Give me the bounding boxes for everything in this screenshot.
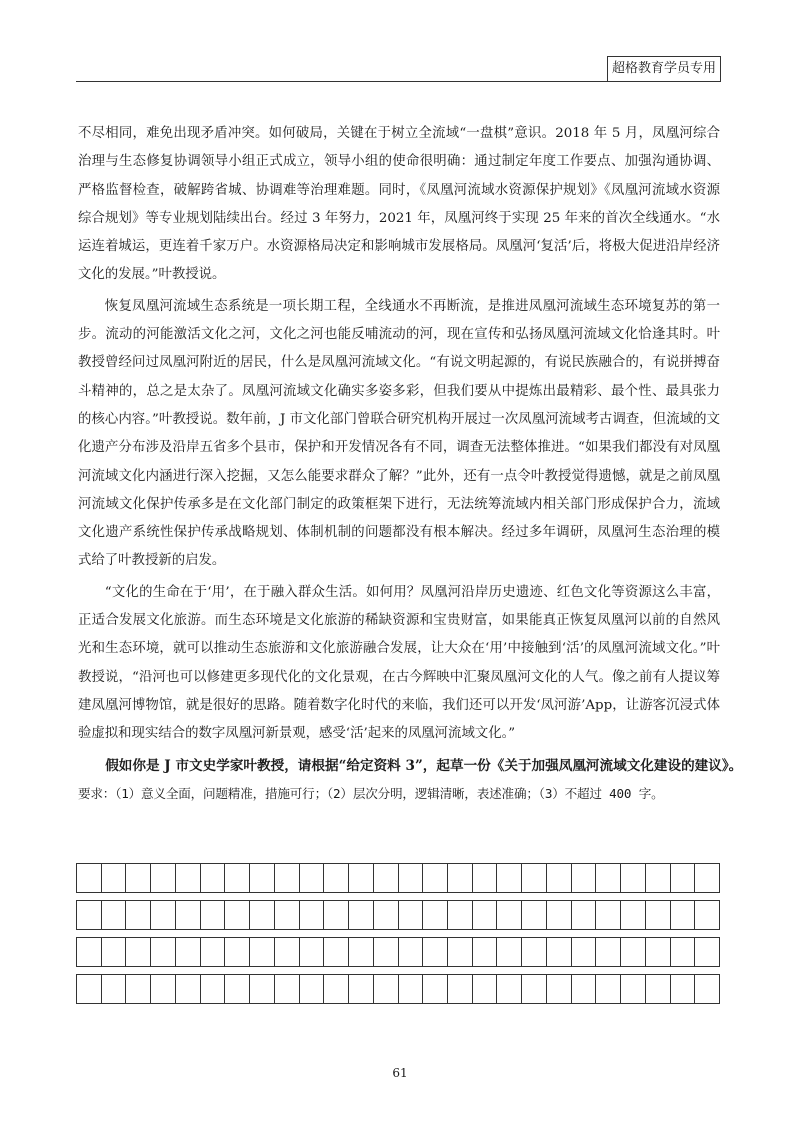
answer-grid-cell[interactable]: [473, 975, 498, 1003]
answer-grid-cell[interactable]: [596, 901, 621, 929]
answer-grid-cell[interactable]: [102, 938, 127, 966]
question-prompt: 假如你是 J 市文史学家叶教授，请根据“给定资料 3”，起草一份《关于加强凤凰河流域文化建设的建议》。: [105, 757, 743, 774]
answer-grid[interactable]: [76, 863, 720, 1011]
answer-grid-cell[interactable]: [250, 975, 275, 1003]
answer-grid-cell[interactable]: [126, 938, 151, 966]
answer-grid-cell[interactable]: [126, 864, 151, 892]
answer-grid-cell[interactable]: [275, 938, 300, 966]
answer-grid-cell[interactable]: [374, 938, 399, 966]
answer-grid-cell[interactable]: [374, 864, 399, 892]
answer-grid-row: [76, 974, 720, 1004]
answer-grid-cell[interactable]: [201, 975, 226, 1003]
answer-grid-cell[interactable]: [250, 901, 275, 929]
answer-grid-cell[interactable]: [300, 938, 325, 966]
answer-grid-cell[interactable]: [448, 901, 473, 929]
paragraph-3: “文化的生命在于‘用’，在于融入群众生活。如何用？凤凰河沿岸历史遗迹、红色文化等资源这么丰富，正适合发展文化旅游。而生态环境是文化旅游的稀缺资源和宝贵财富，如果能真正恢复凤凰河以前的自然风光和生态环境，就可以推动生态旅游和文化旅游融合发展，让大众在‘用’中接触到‘活’的凤凰河流域文化。”叶教授说，“沿河也可以修建更多现代化的文化景观，在古今辉映中汇聚凤凰河文化的人气。像之前有人提议筹建凤凰河博物馆，就是很好的思路。随着数字化时代的来临，我们还可以开发‘凤河游’App，让游客沉浸式体验虚拟和现实结合的数字凤凰河新景观，感受‘活’起来的凤凰河流域文化。”: [78, 584, 720, 742]
answer-grid-cell[interactable]: [250, 938, 275, 966]
answer-grid-cell[interactable]: [399, 901, 424, 929]
answer-grid-cell[interactable]: [201, 901, 226, 929]
answer-grid-cell[interactable]: [151, 864, 176, 892]
answer-grid-cell[interactable]: [225, 901, 250, 929]
answer-grid-cell[interactable]: [497, 901, 522, 929]
answer-grid-cell[interactable]: [621, 901, 646, 929]
answer-grid-cell[interactable]: [176, 901, 201, 929]
answer-grid-cell[interactable]: [671, 864, 696, 892]
paragraph-1: 不尽相同，难免出现矛盾冲突。如何破局，关键在于树立全流域“一盘棋”意识。2018 年 5 月，凤凰河综合治理与生态修复协调领导小组正式成立，领导小组的使命很明确：通过制定年度工作要点、加强沟通协调、严格监督检查，破解跨省城、协调难等治理难题。同时，《凤凰河流域水资源保护规划》《凤凰河流域水资源综合规划》等专业规划陆续出台。经过 3 年努力，2021 年，凤凰河终于实现 25 年来的首次全线通水。“水运连着城运，更连着千家万户。水资源格局决定和影响城市发展格局。凤凰河‘复活’后，将极大促进沿岸经济文化的发展。”叶教授说。: [78, 126, 720, 283]
answer-grid-cell[interactable]: [547, 864, 572, 892]
answer-grid-cell[interactable]: [324, 975, 349, 1003]
answer-grid-cell[interactable]: [102, 975, 127, 1003]
answer-grid-cell[interactable]: [695, 938, 719, 966]
answer-grid-cell[interactable]: [547, 901, 572, 929]
answer-grid-cell[interactable]: [77, 975, 102, 1003]
answer-grid-row: [76, 900, 720, 930]
answer-grid-cell[interactable]: [695, 864, 719, 892]
answer-grid-cell[interactable]: [646, 901, 671, 929]
answer-grid-cell[interactable]: [572, 901, 597, 929]
answer-grid-cell[interactable]: [547, 975, 572, 1003]
answer-grid-cell[interactable]: [176, 938, 201, 966]
answer-grid-cell[interactable]: [671, 975, 696, 1003]
answer-grid-cell[interactable]: [275, 901, 300, 929]
answer-grid-cell[interactable]: [572, 975, 597, 1003]
answer-grid-cell[interactable]: [423, 938, 448, 966]
answer-grid-cell[interactable]: [671, 901, 696, 929]
answer-grid-cell[interactable]: [497, 864, 522, 892]
answer-grid-cell[interactable]: [349, 901, 374, 929]
answer-grid-cell[interactable]: [572, 864, 597, 892]
answer-grid-cell[interactable]: [473, 901, 498, 929]
answer-grid-cell[interactable]: [176, 975, 201, 1003]
answer-grid-cell[interactable]: [126, 901, 151, 929]
answer-grid-cell[interactable]: [522, 864, 547, 892]
header-label: 超格教育学员专用: [607, 56, 721, 82]
answer-grid-row: [76, 863, 720, 893]
answer-grid-cell[interactable]: [621, 975, 646, 1003]
answer-grid-cell[interactable]: [522, 975, 547, 1003]
answer-grid-cell[interactable]: [596, 975, 621, 1003]
answer-grid-cell[interactable]: [399, 975, 424, 1003]
answer-grid-cell[interactable]: [497, 938, 522, 966]
answer-grid-cell[interactable]: [324, 901, 349, 929]
answer-grid-cell[interactable]: [646, 864, 671, 892]
answer-grid-cell[interactable]: [621, 938, 646, 966]
answer-grid-cell[interactable]: [225, 864, 250, 892]
requirement-text: 要求：（1）意义全面，问题精准，措施可行；（2）层次分明，逻辑清晰，表述准确；（3）不超过 400 字。: [78, 785, 664, 801]
answer-grid-cell[interactable]: [151, 901, 176, 929]
answer-grid-cell[interactable]: [102, 864, 127, 892]
answer-grid-cell[interactable]: [77, 938, 102, 966]
answer-grid-cell[interactable]: [349, 975, 374, 1003]
answer-grid-cell[interactable]: [547, 938, 572, 966]
answer-grid-cell[interactable]: [374, 901, 399, 929]
answer-grid-cell[interactable]: [596, 864, 621, 892]
answer-grid-cell[interactable]: [176, 864, 201, 892]
answer-grid-cell[interactable]: [522, 938, 547, 966]
answer-grid-cell[interactable]: [399, 864, 424, 892]
answer-grid-cell[interactable]: [151, 975, 176, 1003]
answer-grid-cell[interactable]: [349, 938, 374, 966]
answer-grid-cell[interactable]: [324, 864, 349, 892]
material-text: [78, 120, 743, 808]
answer-grid-cell[interactable]: [473, 938, 498, 966]
answer-grid-cell[interactable]: [77, 901, 102, 929]
answer-grid-cell[interactable]: [126, 975, 151, 1003]
answer-grid-cell[interactable]: [250, 864, 275, 892]
answer-grid-cell[interactable]: [448, 938, 473, 966]
answer-grid-cell[interactable]: [225, 975, 250, 1003]
answer-grid-cell[interactable]: [399, 938, 424, 966]
answer-grid-cell[interactable]: [374, 975, 399, 1003]
answer-grid-cell[interactable]: [275, 864, 300, 892]
answer-grid-cell[interactable]: [300, 901, 325, 929]
answer-grid-cell[interactable]: [102, 901, 127, 929]
answer-grid-cell[interactable]: [448, 864, 473, 892]
answer-grid-cell[interactable]: [572, 938, 597, 966]
answer-grid-row: [76, 937, 720, 967]
answer-grid-cell[interactable]: [300, 864, 325, 892]
answer-grid-cell[interactable]: [423, 864, 448, 892]
answer-grid-cell[interactable]: [275, 975, 300, 1003]
answer-grid-cell[interactable]: [473, 864, 498, 892]
answer-grid-cell[interactable]: [646, 975, 671, 1003]
answer-grid-cell[interactable]: [522, 901, 547, 929]
paragraph-2: 恢复凤凰河流域生态系统是一项长期工程，全线通水不再断流，是推进凤凰河流域生态环境复苏的第一步。流动的河能激活文化之河，文化之河也能反哺流动的河，现在宣传和弘扬凤凰河流域文化恰逢其时。叶教授曾经问过凤凰河附近的居民，什么是凤凰河流域文化。“有说文明起源的，有说民族融合的，有说拼搏奋斗精神的，总之是太杂了。凤凰河流域文化确实多姿多彩，但我们要从中提炼出最精彩、最个性、最具张力的核心内容。”叶教授说。数年前，J 市文化部门曾联合研究机构开展过一次凤凰河流域考古调查，但流域的文化遗产分布涉及沿岸五省多个县市，保护和开发情况各有不同，调查无法整体推进。“如果我们都没有对凤凰河流域文化内涵进行深入挖掘，又怎么能要求群众了解？”此外，还有一点令叶教授觉得遗憾，就是之前凤凰河流域文化保护传承多是在文化部门制定的政策框架下进行，无法统筹流域内相关部门形成保护合力，流域文化遗产系统性保护传承战略规划、体制机制的问题都没有根本解决。经过多年调研，凤凰河生态治理的模式给了叶教授新的启发。: [78, 298, 720, 569]
answer-grid-cell[interactable]: [77, 864, 102, 892]
answer-grid-cell[interactable]: [596, 938, 621, 966]
page-number: 61: [392, 1066, 408, 1080]
answer-grid-cell[interactable]: [423, 975, 448, 1003]
answer-grid-cell[interactable]: [497, 975, 522, 1003]
answer-grid-cell[interactable]: [695, 901, 719, 929]
answer-grid-cell[interactable]: [324, 938, 349, 966]
answer-grid-cell[interactable]: [151, 938, 176, 966]
answer-grid-cell[interactable]: [671, 938, 696, 966]
answer-grid-cell[interactable]: [201, 864, 226, 892]
answer-grid-cell[interactable]: [646, 938, 671, 966]
answer-grid-cell[interactable]: [423, 901, 448, 929]
answer-grid-cell[interactable]: [300, 975, 325, 1003]
answer-grid-cell[interactable]: [621, 864, 646, 892]
answer-grid-cell[interactable]: [695, 975, 719, 1003]
answer-grid-cell[interactable]: [225, 938, 250, 966]
answer-grid-cell[interactable]: [349, 864, 374, 892]
answer-grid-cell[interactable]: [201, 938, 226, 966]
answer-grid-cell[interactable]: [448, 975, 473, 1003]
header-rule: [76, 81, 719, 82]
